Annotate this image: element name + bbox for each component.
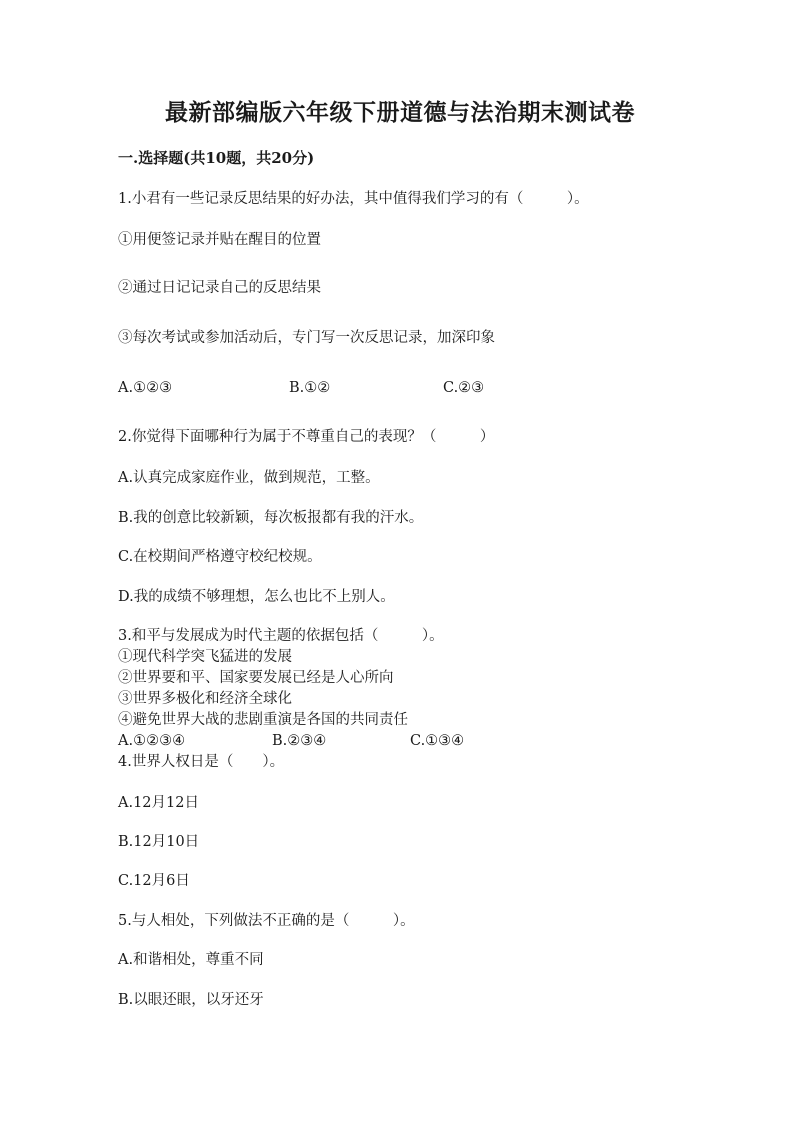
question-5-stem: 5.与人相处，下列做法不正确的是（ ）。 (118, 913, 415, 929)
question-2-option-c: C.在校期间严格遵守校纪校规。 (118, 549, 322, 565)
question-1-options (118, 379, 484, 397)
question-2-option-b: B.我的创意比较新颖，每次板报都有我的汗水。 (118, 510, 424, 526)
question-3-statement-1: ①现代科学突飞猛进的发展 (118, 649, 292, 665)
question-1-option-b: B.①② (289, 380, 331, 396)
question-3-stem: 3.和平与发展成为时代主题的依据包括（ ）。 (118, 628, 444, 644)
question-3-statement-4: ④避免世界大战的悲剧重演是各国的共同责任 (118, 712, 408, 728)
question-3-statement-2: ②世界要和平、国家要发展已经是人心所向 (118, 670, 394, 686)
question-4-option-a: A.12月12日 (118, 795, 199, 811)
question-5-option-b: B.以眼还眼，以牙还牙 (118, 992, 264, 1008)
question-4-option-c: C.12月6日 (118, 873, 190, 889)
question-1-stem: 1.小君有一些记录反思结果的好办法，其中值得我们学习的有（ ）。 (118, 191, 589, 207)
question-4-option-b: B.12月10日 (118, 834, 200, 850)
question-5-option-a: A.和谐相处，尊重不同 (118, 952, 264, 968)
question-2-stem: 2.你觉得下面哪种行为属于不尊重自己的表现？（ ） (118, 429, 495, 445)
question-2-option-a: A.认真完成家庭作业，做到规范，工整。 (118, 470, 380, 486)
question-3-option-a: A.①②③④ (118, 733, 186, 749)
question-1-statement-2: ②通过日记记录自己的反思结果 (118, 280, 321, 296)
question-3-option-b: B.②③④ (272, 733, 327, 749)
question-3-statement-3: ③世界多极化和经济全球化 (118, 691, 292, 707)
section-heading: 一.选择题(共10题，共20分) (118, 149, 315, 167)
question-1-option-c: C.②③ (443, 380, 485, 396)
question-1-option-a: A.①②③ (118, 380, 173, 396)
question-3-options (118, 732, 464, 750)
document-title: 最新部编版六年级下册道德与法治期末测试卷 (165, 99, 635, 126)
question-2-option-d: D.我的成绩不够理想，怎么也比不上别人。 (118, 589, 395, 605)
question-4-stem: 4.世界人权日是（ ）。 (118, 754, 285, 770)
question-1-statement-3: ③每次考试或参加活动后，专门写一次反思记录，加深印象 (118, 330, 495, 346)
question-1-statement-1: ①用便签记录并贴在醒目的位置 (118, 232, 321, 248)
question-3-option-c: C.①③④ (410, 733, 465, 749)
